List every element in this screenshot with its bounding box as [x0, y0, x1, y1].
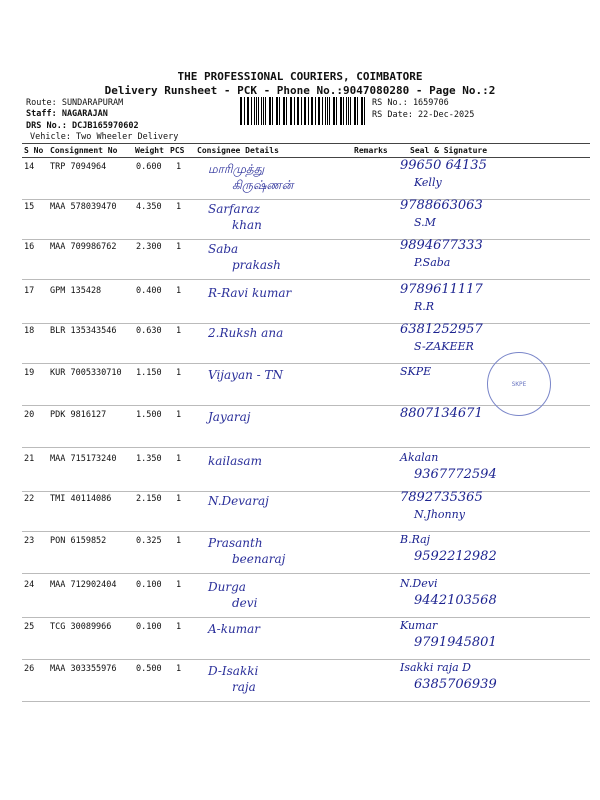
staff-label: Staff: NAGARAJAN — [26, 109, 108, 119]
row-consignment-no: MAA 709986762 — [50, 242, 117, 252]
row-weight: 2.300 — [136, 242, 162, 252]
row-pcs: 1 — [176, 368, 182, 378]
row-consignee-handwriting: raja — [232, 680, 256, 694]
runsheet-subtitle: Delivery Runsheet - PCK - Phone No.:9047080280 - Page No.:2 — [104, 84, 496, 97]
row-pcs: 1 — [176, 580, 182, 590]
row-sno: 20 — [24, 410, 35, 420]
barcode-bar — [248, 97, 249, 125]
row-pcs: 1 — [176, 326, 182, 336]
barcode-bar — [348, 97, 349, 125]
col-pcs: PCS — [170, 146, 185, 155]
row-signature-handwriting: S-ZAKEER — [414, 340, 474, 353]
row-signature-handwriting: N.Devi — [400, 577, 438, 590]
row-signature-handwriting: S.M — [414, 216, 436, 229]
row-divider — [22, 323, 590, 324]
row-pcs: 1 — [176, 410, 182, 420]
header-top-rule — [22, 143, 590, 144]
row-divider — [22, 659, 590, 660]
row-consignment-no: TRP 7094964 — [50, 162, 107, 172]
seal-stamp — [487, 352, 551, 416]
row-consignment-no: MAA 303355976 — [50, 664, 117, 674]
col-consignee: Consignee Details — [197, 146, 279, 155]
row-divider — [22, 573, 590, 574]
col-consignment: Consignment No — [50, 146, 118, 155]
row-consignee-handwriting: Saba — [208, 242, 239, 256]
row-consignee-handwriting: மாரிமுத்து — [208, 162, 265, 176]
barcode-bar — [290, 97, 291, 125]
row-weight: 1.350 — [136, 454, 162, 464]
barcode-image — [240, 97, 368, 125]
col-sno: S No — [24, 146, 44, 155]
row-consignment-no: PON 6159852 — [50, 536, 107, 546]
row-signature-handwriting: 6385706939 — [414, 677, 497, 692]
row-weight: 0.630 — [136, 326, 162, 336]
row-consignment-no: MAA 715173240 — [50, 454, 117, 464]
row-consignee-handwriting: N.Devaraj — [208, 494, 269, 508]
row-divider — [22, 491, 590, 492]
row-consignee-handwriting: beenaraj — [232, 552, 286, 566]
row-signature-handwriting: 9789611117 — [400, 282, 483, 297]
row-signature-handwriting: 8807134671 — [400, 406, 483, 421]
row-consignment-no: TMI 40114086 — [50, 494, 112, 504]
row-consignee-handwriting: prakash — [232, 258, 281, 272]
row-divider — [22, 617, 590, 618]
row-signature-handwriting: P.Saba — [414, 256, 451, 269]
row-sno: 18 — [24, 326, 35, 336]
row-sno: 23 — [24, 536, 35, 546]
row-pcs: 1 — [176, 162, 182, 172]
row-weight: 1.500 — [136, 410, 162, 420]
row-sno: 16 — [24, 242, 35, 252]
row-weight: 0.500 — [136, 664, 162, 674]
row-pcs: 1 — [176, 664, 182, 674]
drs-label: DRS No.: DCJB165970602 — [26, 121, 139, 131]
row-weight: 0.100 — [136, 580, 162, 590]
stamp-text: SKPE — [511, 380, 527, 388]
row-divider — [22, 447, 590, 448]
rs-date: RS Date: 22-Dec-2025 — [372, 110, 475, 120]
row-signature-handwriting: Kumar — [400, 619, 438, 632]
row-sno: 25 — [24, 622, 35, 632]
row-consignee-handwriting: Vijayan - TN — [208, 368, 284, 382]
col-weight: Weight — [135, 146, 164, 155]
row-signature-handwriting: 9791945801 — [414, 635, 497, 650]
row-consignee-handwriting: Prasanth — [208, 536, 263, 550]
row-pcs: 1 — [176, 202, 182, 212]
row-weight: 0.325 — [136, 536, 162, 546]
row-consignee-handwriting: A-kumar — [208, 622, 260, 636]
row-pcs: 1 — [176, 454, 182, 464]
row-sno: 15 — [24, 202, 35, 212]
row-consignee-handwriting: khan — [232, 218, 262, 232]
row-signature-handwriting: SKPE — [400, 365, 432, 378]
col-seal-signature: Seal & Signature — [410, 146, 488, 155]
row-signature-handwriting: B.Raj — [400, 533, 431, 546]
row-divider — [22, 531, 590, 532]
row-consignment-no: TCG 30089966 — [50, 622, 112, 632]
row-weight: 0.100 — [136, 622, 162, 632]
row-signature-handwriting: R.R — [414, 300, 435, 313]
vehicle-label: Vehicle: Two Wheeler Delivery — [30, 132, 179, 142]
row-signature-handwriting: 9788663063 — [400, 198, 483, 213]
row-consignee-handwriting: Sarfaraz — [208, 202, 260, 216]
row-weight: 1.150 — [136, 368, 162, 378]
row-sno: 22 — [24, 494, 35, 504]
row-consignee-handwriting: kailasam — [208, 454, 262, 468]
barcode-bar — [329, 97, 330, 125]
row-signature-handwriting: 9592212982 — [414, 549, 497, 564]
row-consignee-handwriting: 2.Ruksh ana — [208, 326, 284, 340]
col-remarks: Remarks — [354, 146, 388, 155]
row-consignee-handwriting: கிருஷ்ணன் — [232, 178, 294, 192]
row-signature-handwriting: Kelly — [414, 176, 442, 189]
row-consignment-no: BLR 135343546 — [50, 326, 117, 336]
row-pcs: 1 — [176, 536, 182, 546]
row-weight: 4.350 — [136, 202, 162, 212]
row-sno: 24 — [24, 580, 35, 590]
row-consignment-no: MAA 712902404 — [50, 580, 117, 590]
row-weight: 0.600 — [136, 162, 162, 172]
row-sno: 19 — [24, 368, 35, 378]
row-weight: 2.150 — [136, 494, 162, 504]
row-consignee-handwriting: Jayaraj — [208, 410, 251, 424]
row-signature-handwriting: 9442103568 — [414, 593, 497, 608]
row-consignment-no: GPM 135428 — [50, 286, 102, 296]
barcode-bar — [265, 97, 266, 125]
row-divider — [22, 701, 590, 702]
row-consignment-no: MAA 578039470 — [50, 202, 117, 212]
row-signature-handwriting: 9894677333 — [400, 238, 483, 253]
row-sno: 26 — [24, 664, 35, 674]
row-sno: 17 — [24, 286, 35, 296]
row-signature-handwriting: 99650 64135 — [400, 158, 487, 173]
row-signature-handwriting: 7892735365 — [400, 490, 483, 505]
row-signature-handwriting: 6381252957 — [400, 322, 483, 337]
row-pcs: 1 — [176, 242, 182, 252]
row-pcs: 1 — [176, 494, 182, 504]
route-label: Route: SUNDARAPURAM — [26, 98, 124, 108]
row-consignee-handwriting: D-Isakki — [208, 664, 259, 678]
row-pcs: 1 — [176, 286, 182, 296]
row-weight: 0.400 — [136, 286, 162, 296]
row-consignment-no: KUR 7005330710 — [50, 368, 122, 378]
row-signature-handwriting: Akalan — [400, 451, 439, 464]
row-signature-handwriting: N.Jhonny — [414, 508, 465, 521]
barcode-bar — [305, 97, 306, 125]
row-divider — [22, 199, 590, 200]
row-consignment-no: PDK 9816127 — [50, 410, 107, 420]
row-divider — [22, 239, 590, 240]
row-consignee-handwriting: Durga — [208, 580, 246, 594]
rs-number: RS No.: 1659706 — [372, 98, 449, 108]
row-divider — [22, 279, 590, 280]
row-sno: 14 — [24, 162, 35, 172]
row-consignee-handwriting: devi — [232, 596, 258, 610]
row-pcs: 1 — [176, 622, 182, 632]
row-signature-handwriting: 9367772594 — [414, 467, 497, 482]
row-signature-handwriting: Isakki raja D — [400, 661, 471, 674]
company-title: THE PROFESSIONAL COURIERS, COIMBATORE — [177, 70, 423, 83]
row-sno: 21 — [24, 454, 35, 464]
row-consignee-handwriting: R-Ravi kumar — [208, 286, 292, 300]
header-bottom-rule — [22, 157, 590, 158]
